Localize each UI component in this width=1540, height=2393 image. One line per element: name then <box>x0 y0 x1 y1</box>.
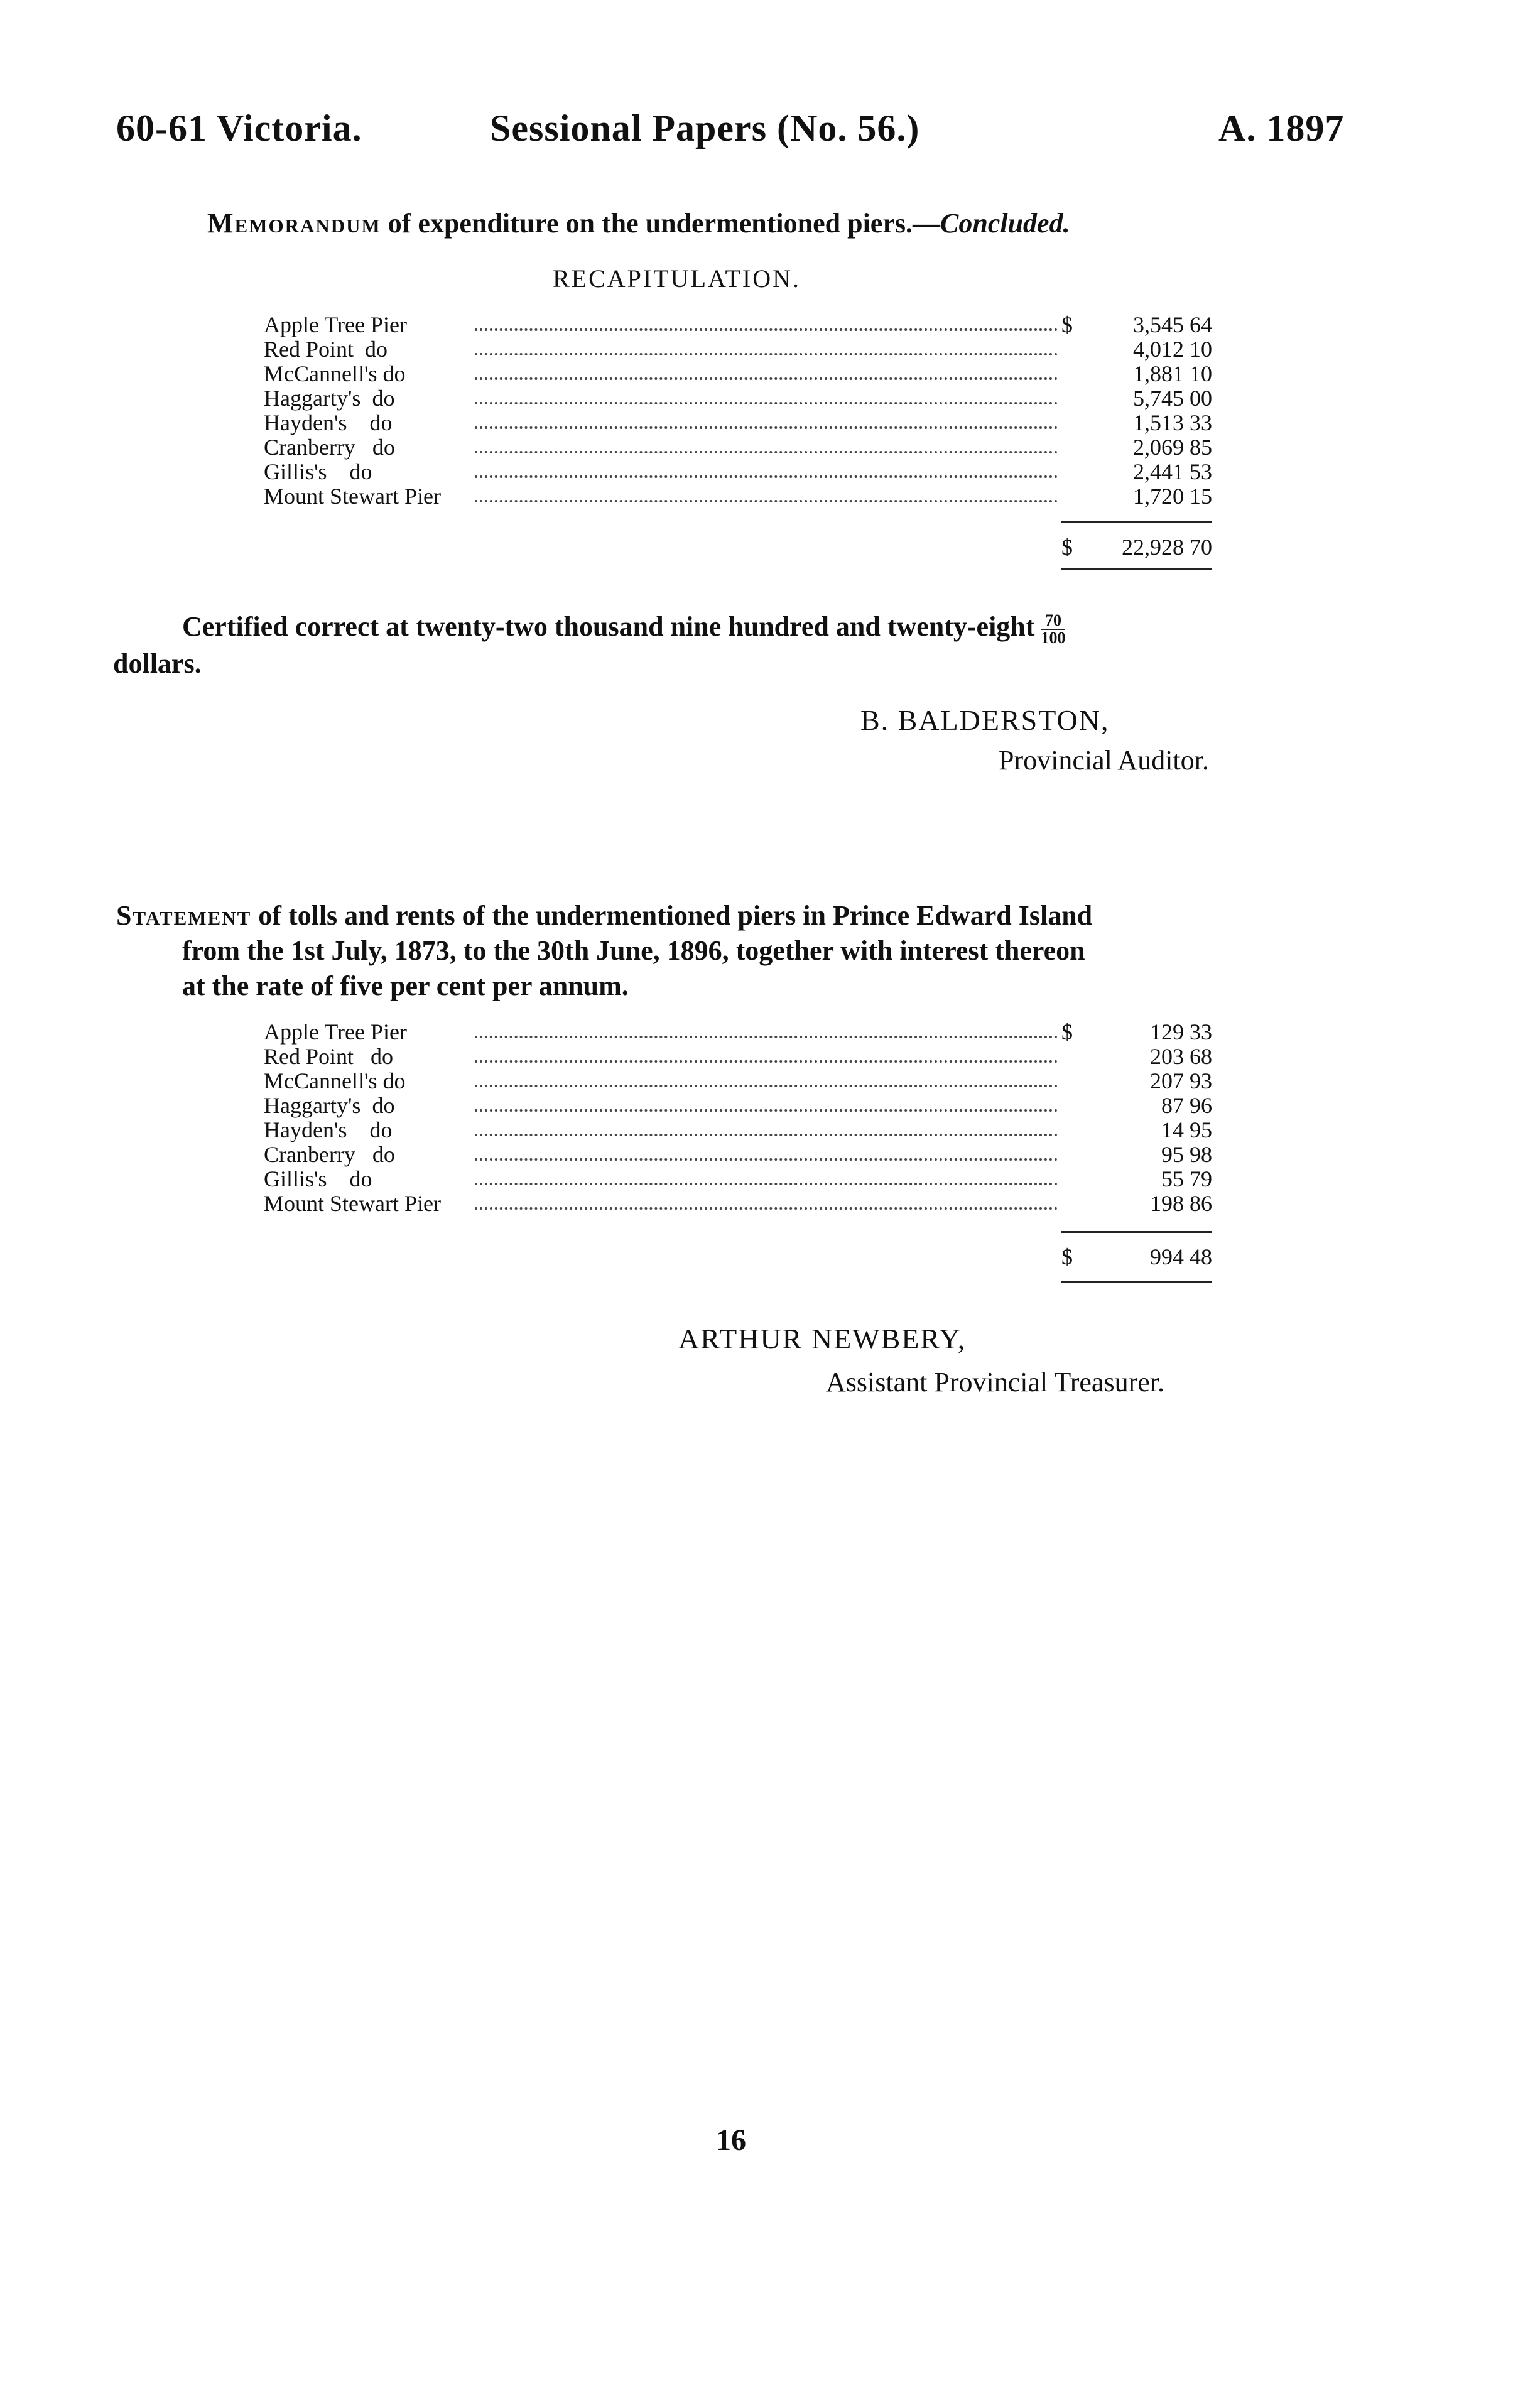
pier-name: Cranberry do <box>264 435 395 460</box>
table-row <box>264 1093 1212 1118</box>
header-title: Sessional Papers (No. 56.) <box>490 107 920 149</box>
leader-dots <box>471 1045 1061 1069</box>
table-row <box>264 1142 1212 1167</box>
table-row <box>264 1069 1212 1093</box>
statement-total-underline <box>1061 1281 1212 1283</box>
amount: 207 93 <box>1150 1068 1212 1093</box>
auditor-name: B. BALDERSTON, <box>860 704 1110 736</box>
currency-sign <box>1061 484 1087 509</box>
pier-name: Cranberry do <box>264 1142 395 1167</box>
amount: 87 96 <box>1161 1093 1212 1118</box>
statement-total <box>1061 1244 1212 1270</box>
table-row <box>264 1020 1212 1045</box>
currency-sign <box>1061 1142 1087 1167</box>
pier-name: Gillis's do <box>264 459 372 484</box>
amount: 2,069 85 <box>1133 435 1212 460</box>
pier-name: McCannell's do <box>264 361 406 386</box>
statement-lead: Statement <box>116 900 252 931</box>
total-underline <box>1061 568 1212 570</box>
amount: 1,881 10 <box>1133 361 1212 386</box>
memorandum-heading-text: of expenditure on the undermentioned piers.— <box>381 208 940 239</box>
statement-total-currency: $ <box>1061 1244 1073 1269</box>
pier-name: McCannell's do <box>264 1068 406 1093</box>
currency-sign: $ <box>1061 312 1073 337</box>
leader-dots <box>471 484 1061 509</box>
pier-name: Haggarty's do <box>264 386 395 411</box>
statement-line3: at the rate of five per cent per annum. <box>182 970 629 1001</box>
auditor-title: Provincial Auditor. <box>999 745 1209 776</box>
fraction-numerator: 70 <box>1041 612 1065 630</box>
leader-dots <box>471 1191 1061 1216</box>
memorandum-heading <box>207 207 1070 239</box>
total-rule <box>1061 521 1212 523</box>
header-series: 60-61 Victoria. <box>116 107 362 149</box>
table-row <box>264 1167 1212 1191</box>
amount: 129 33 <box>1150 1019 1212 1045</box>
currency-sign <box>1061 1191 1087 1216</box>
table-row <box>264 435 1212 460</box>
currency-sign <box>1061 435 1087 460</box>
currency-sign <box>1061 1118 1087 1142</box>
currency-sign <box>1061 1045 1087 1069</box>
statement-total-amount: 994 48 <box>1150 1244 1212 1269</box>
leader-dots <box>471 313 1061 337</box>
page-number: 16 <box>716 2124 746 2157</box>
amount: 3,545 64 <box>1133 312 1212 337</box>
certified-line1: Certified correct at twenty-two thousand nine hundred and twenty-eight <box>182 611 1035 642</box>
table-row <box>264 1191 1212 1216</box>
amount: 4,012 10 <box>1133 337 1212 362</box>
certified-fraction <box>1041 612 1065 646</box>
pier-name: Apple Tree Pier <box>264 1019 407 1045</box>
pier-name: Mount Stewart Pier <box>264 1191 441 1216</box>
leader-dots <box>471 411 1061 435</box>
statement-total-rule <box>1061 1231 1212 1233</box>
pier-name: Haggarty's do <box>264 1093 395 1118</box>
recapitulation-heading: RECAPITULATION. <box>553 264 801 293</box>
pier-name: Hayden's do <box>264 1117 393 1142</box>
table-row <box>264 484 1212 509</box>
amount: 198 86 <box>1150 1191 1212 1216</box>
leader-dots <box>471 460 1061 484</box>
table-row <box>264 460 1212 484</box>
expenditure-total <box>1061 534 1212 560</box>
currency-sign <box>1061 337 1087 362</box>
table-row <box>264 313 1212 337</box>
treasurer-name: ARTHUR NEWBERY, <box>678 1323 967 1355</box>
table-row <box>264 411 1212 435</box>
leader-dots <box>471 386 1061 411</box>
pier-name: Red Point do <box>264 1044 394 1069</box>
table-row <box>264 362 1212 386</box>
currency-sign <box>1061 362 1087 386</box>
currency-sign <box>1061 411 1087 435</box>
currency-sign <box>1061 1069 1087 1093</box>
memorandum-lead: Memorandum <box>207 208 381 239</box>
amount: 55 79 <box>1161 1166 1212 1191</box>
currency-sign: $ <box>1061 1019 1073 1045</box>
table-row <box>264 1045 1212 1069</box>
currency-sign <box>1061 460 1087 484</box>
amount: 2,441 53 <box>1133 459 1212 484</box>
fraction-denominator: 100 <box>1041 628 1066 647</box>
amount: 203 68 <box>1150 1044 1212 1069</box>
leader-dots <box>471 1093 1061 1118</box>
leader-dots <box>471 1118 1061 1142</box>
certified-text <box>113 609 1413 681</box>
currency-sign <box>1061 1093 1087 1118</box>
table-row <box>264 337 1212 362</box>
certified-line2: dollars. <box>113 648 202 679</box>
table-row <box>264 1118 1212 1142</box>
header-year: A. 1897 <box>1218 107 1345 149</box>
leader-dots <box>471 362 1061 386</box>
statement-heading <box>116 898 1423 1004</box>
statement-line2: from the 1st July, 1873, to the 30th June, 1896, together with interest thereon <box>182 935 1085 966</box>
expenditure-total-currency: $ <box>1061 534 1073 560</box>
table-row <box>264 386 1212 411</box>
pier-name: Red Point do <box>264 337 388 362</box>
treasurer-title: Assistant Provincial Treasurer. <box>826 1367 1164 1397</box>
leader-dots <box>471 1069 1061 1093</box>
memorandum-concluded: Concluded. <box>940 208 1070 239</box>
pier-name: Mount Stewart Pier <box>264 484 441 509</box>
expenditure-table <box>264 313 1212 509</box>
tolls-table <box>264 1020 1212 1216</box>
expenditure-total-amount: 22,928 70 <box>1122 534 1212 560</box>
leader-dots <box>471 435 1061 460</box>
currency-sign <box>1061 1167 1087 1191</box>
amount: 1,513 33 <box>1133 410 1212 435</box>
leader-dots <box>471 1142 1061 1167</box>
statement-line1: of tolls and rents of the undermentioned piers in Prince Edward Island <box>251 900 1093 931</box>
leader-dots <box>471 1167 1061 1191</box>
leader-dots <box>471 337 1061 362</box>
currency-sign <box>1061 386 1087 411</box>
leader-dots <box>471 1020 1061 1045</box>
amount: 5,745 00 <box>1133 386 1212 411</box>
pier-name: Apple Tree Pier <box>264 312 407 337</box>
pier-name: Hayden's do <box>264 410 393 435</box>
pier-name: Gillis's do <box>264 1166 372 1191</box>
amount: 95 98 <box>1161 1142 1212 1167</box>
amount: 14 95 <box>1161 1117 1212 1142</box>
amount: 1,720 15 <box>1133 484 1212 509</box>
